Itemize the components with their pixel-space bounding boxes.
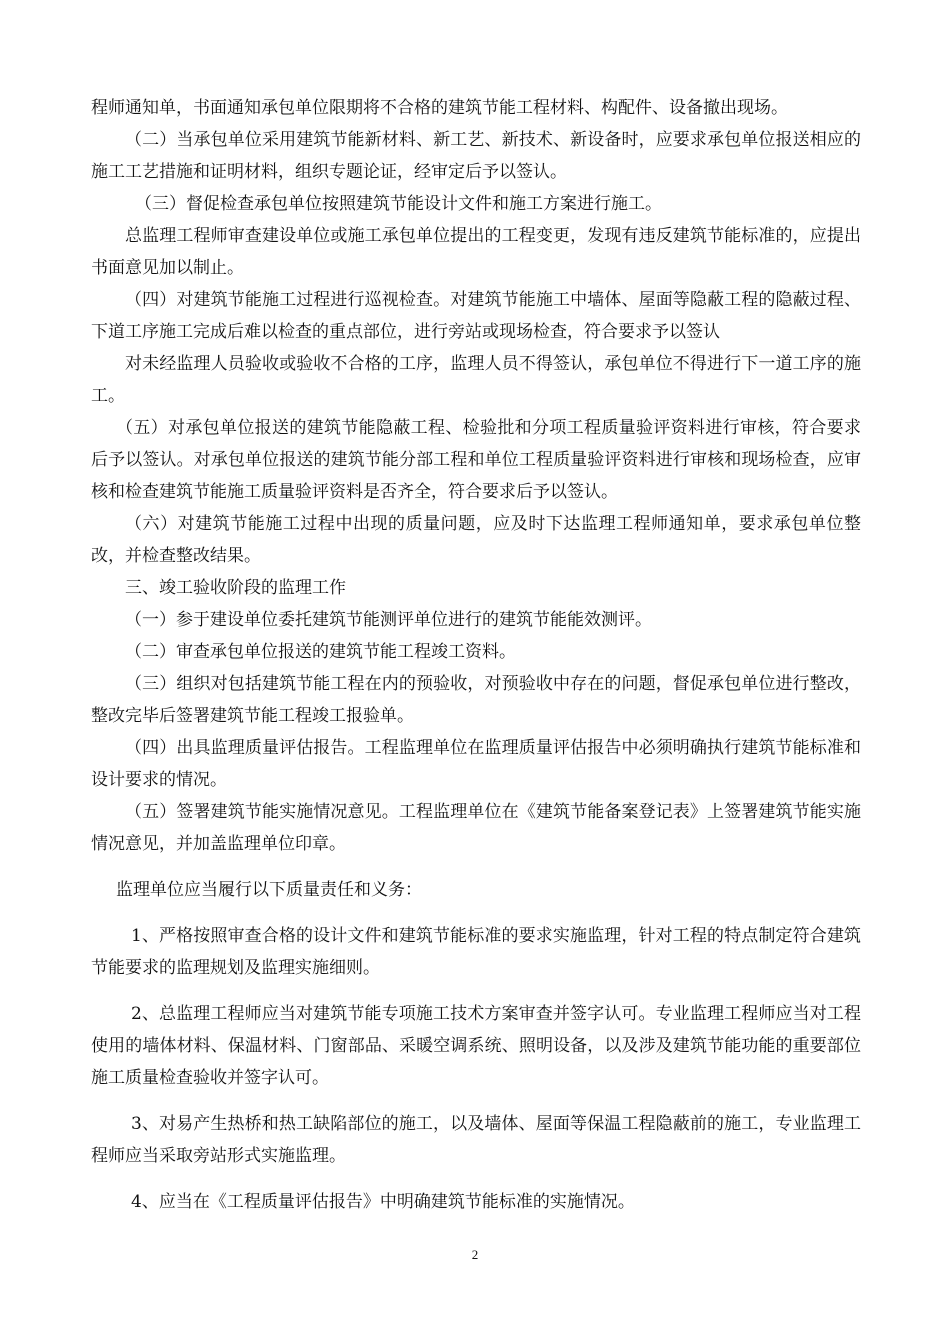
paragraph-item-6: （六）对建筑节能施工过程中出现的质量问题，应及时下达监理工程师通知单，要求承包单位整改，并检查整改结果。 xyxy=(91,514,861,566)
duty-item-3: 3、对易产生热桥和热工缺陷部位的施工，以及墙体、屋面等保温工程隐蔽前的施工，专业监理工程师应当采取旁站形式实施监理。 xyxy=(91,1114,861,1166)
paragraph-duties-intro: 监理单位应当履行以下质量责任和义务： xyxy=(116,880,422,900)
paragraph-completion-item-2: （二）审查承包单位报送的建筑节能工程竣工资料。 xyxy=(125,642,516,662)
spacer xyxy=(91,984,861,998)
page-number: 2 xyxy=(471,1247,479,1262)
paragraph-change-review: 总监理工程师审查建设单位或施工承包单位提出的工程变更，发现有违反建筑节能标准的，应提出书面意见加以制止。 xyxy=(91,226,861,278)
paragraph-item-4: （四）对建筑节能施工过程进行巡视检查。对建筑节能施工中墙体、屋面等隐蔽工程的隐蔽过程、下道工序施工完成后难以检查的重点部位，进行旁站或现场检查，符合要求予以签认 xyxy=(91,290,861,342)
paragraph-completion-item-5: （五）签署建筑节能实施情况意见。工程监理单位在《建筑节能备案登记表》上签署建筑节能实施情况意见，并加盖监理单位印章。 xyxy=(91,802,861,854)
spacer xyxy=(91,860,861,874)
paragraph-item-3: （三）督促检查承包单位按照建筑节能设计文件和施工方案进行施工。 xyxy=(135,194,662,214)
paragraph-completion-item-1: （一）参于建设单位委托建筑节能测评单位进行的建筑节能能效测评。 xyxy=(125,610,652,630)
spacer xyxy=(91,906,861,920)
duty-item-1: 1、严格按照审查合格的设计文件和建筑节能标准的要求实施监理，针对工程的特点制定符合建筑节能要求的监理规划及监理实施细则。 xyxy=(91,926,861,978)
paragraph-continuation: 程师通知单，书面通知承包单位限期将不合格的建筑节能工程材料、构配件、设备撤出现场。 xyxy=(91,98,788,118)
paragraph-unaccepted-process: 对未经监理人员验收或验收不合格的工序，监理人员不得签认，承包单位不得进行下一道工序的施工。 xyxy=(91,354,861,406)
spacer xyxy=(91,1094,861,1108)
paragraph-item-2: （二）当承包单位采用建筑节能新材料、新工艺、新技术、新设备时，应要求承包单位报送相应的施工工艺措施和证明材料，组织专题论证，经审定后予以签认。 xyxy=(91,130,861,182)
duty-item-2: 2、总监理工程师应当对建筑节能专项施工技术方案审查并签字认可。专业监理工程师应当对工程使用的墙体材料、保温材料、门窗部品、采暖空调系统、照明设备，以及涉及建筑节能功能的重要部位施工质量检查验收并签字认可。 xyxy=(91,1004,861,1088)
paragraph-completion-item-3: （三）组织对包括建筑节能工程在内的预验收，对预验收中存在的问题，督促承包单位进行整改，整改完毕后签署建筑节能工程竣工报验单。 xyxy=(91,674,861,726)
paragraph-item-5: （五）对承包单位报送的建筑节能隐蔽工程、检验批和分项工程质量验评资料进行审核，符合要求后予以签认。对承包单位报送的建筑节能分部工程和单位工程质量验评资料进行审核和现场检查，应审核和检查建筑节能施工质量验评资料是否齐全，符合要求后予以签认。 xyxy=(91,418,861,502)
spacer xyxy=(91,1172,861,1186)
paragraph-completion-item-4: （四）出具监理质量评估报告。工程监理单位在监理质量评估报告中必须明确执行建筑节能标准和设计要求的情况。 xyxy=(91,738,861,790)
duty-item-4: 4、应当在《工程质量评估报告》中明确建筑节能标准的实施情况。 xyxy=(131,1192,635,1212)
section-heading-completion: 三、竣工验收阶段的监理工作 xyxy=(125,578,346,598)
document-body xyxy=(91,92,861,1218)
